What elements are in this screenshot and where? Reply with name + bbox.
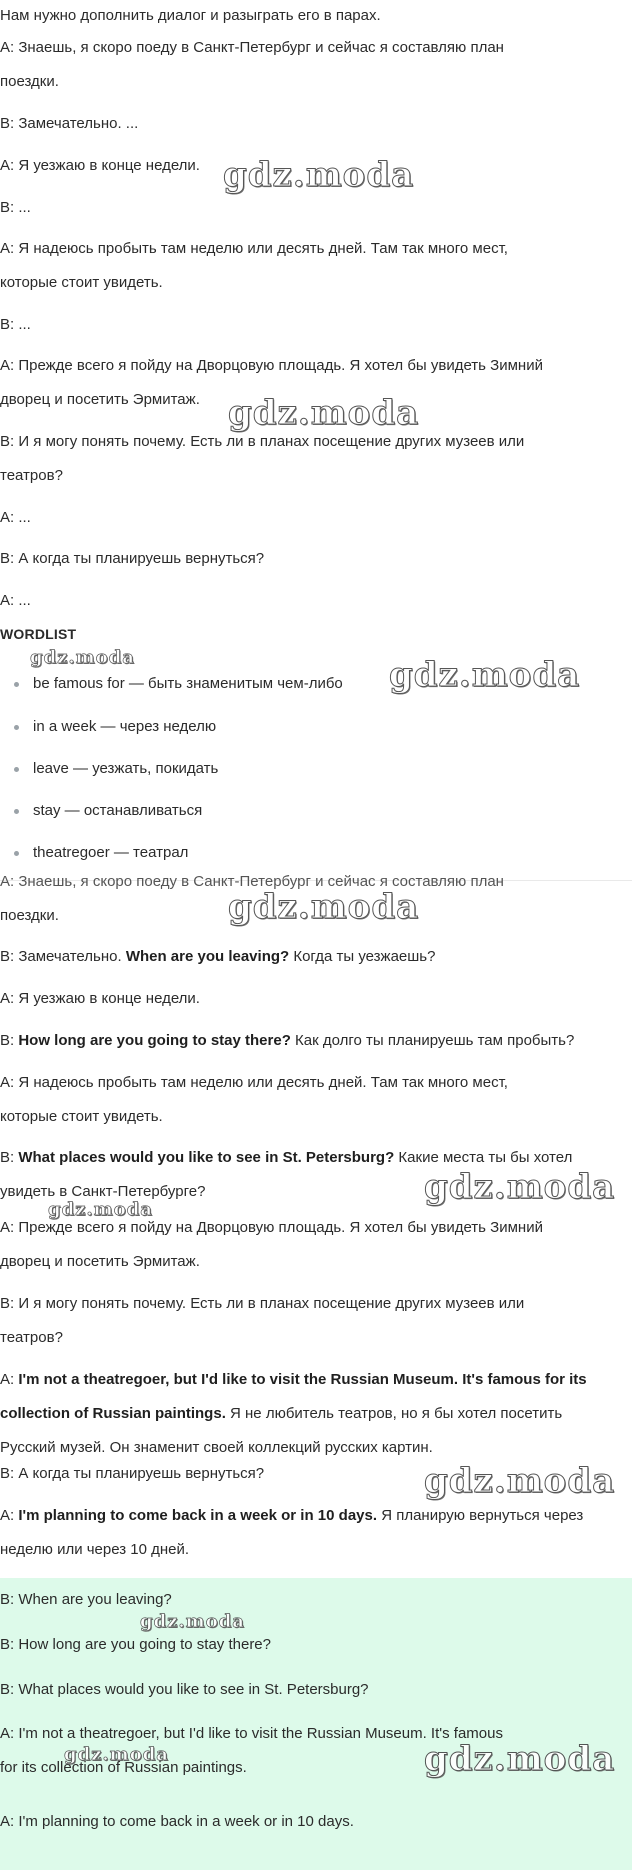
answer-translation: Как долго ты планируешь там пробыть? bbox=[290, 1032, 575, 1049]
watermark: gdz.moda bbox=[228, 887, 420, 927]
watermark: gdz.moda bbox=[228, 393, 420, 433]
wordlist-item: be famous for — быть знаменитым чем-либо bbox=[33, 675, 343, 692]
answer-english: collection of Russian paintings. bbox=[0, 1405, 226, 1422]
dialog-line: A: Прежде всего я пойду на Дворцовую площадь. Я хотел бы увидеть Зимний bbox=[0, 1219, 543, 1236]
dialog-line: A: Прежде всего я пойду на Дворцовую площадь. Я хотел бы увидеть Зимний bbox=[0, 357, 543, 374]
dialog-line bbox=[0, 947, 435, 967]
dialog-line: B: What places would you like to see in St. Petersburg? bbox=[0, 1681, 369, 1698]
dialog-line: театров? bbox=[0, 1329, 63, 1346]
dialog-line: B: Замечательно. ... bbox=[0, 115, 139, 132]
dialog-line: поездки. bbox=[0, 907, 59, 924]
dialog-line: которые стоит увидеть. bbox=[0, 274, 163, 291]
dialog-line: Русский музей. Он знаменит своей коллекций русских картин. bbox=[0, 1439, 433, 1456]
wordlist-item: leave — уезжать, покидать bbox=[33, 760, 219, 777]
dialog-line: B: И я могу понять почему. Есть ли в планах посещение других музеев или bbox=[0, 433, 525, 450]
dialog-line bbox=[0, 1506, 583, 1526]
dialog-line: A: ... bbox=[0, 592, 31, 609]
dialog-line: B: ... bbox=[0, 199, 31, 216]
dialog-line: поездки. bbox=[0, 73, 59, 90]
bullet-icon bbox=[14, 767, 19, 772]
dialog-line: B: А когда ты планируешь вернуться? bbox=[0, 550, 265, 567]
watermark: gdz.moda bbox=[223, 155, 415, 195]
speaker-text: A: bbox=[0, 1371, 19, 1388]
answer-translation: Какие места ты бы хотел bbox=[394, 1149, 573, 1166]
answer-english: When are you leaving? bbox=[125, 948, 290, 965]
answer-english: How long are you going to stay there? bbox=[18, 1032, 291, 1049]
dialog-line: A: Я уезжаю в конце недели. bbox=[0, 157, 200, 174]
dialog-line bbox=[0, 1148, 572, 1168]
watermark: gdz.moda bbox=[64, 1744, 169, 1765]
dialog-line: A: I'm planning to come back in a week or in 10 days. bbox=[0, 1813, 354, 1830]
dialog-line: которые стоит увидеть. bbox=[0, 1108, 163, 1125]
dialog-line: дворец и посетить Эрмитаж. bbox=[0, 1253, 200, 1270]
watermark: gdz.moda bbox=[48, 1199, 153, 1220]
speaker-text: B: Замечательно. bbox=[0, 948, 126, 965]
answer-block bbox=[0, 873, 632, 1579]
dialog-line: театров? bbox=[0, 467, 63, 484]
dialog-line: A: Я уезжаю в конце недели. bbox=[0, 990, 200, 1007]
dialog-line: A: Знаешь, я скоро поеду в Санкт-Петербург и сейчас я составляю план bbox=[0, 39, 504, 56]
bullet-icon bbox=[14, 851, 19, 856]
wordlist-title: WORDLIST bbox=[0, 626, 77, 642]
dialog-line: B: ... bbox=[0, 316, 31, 333]
dialog-line bbox=[0, 1031, 574, 1051]
dialog-line: неделю или через 10 дней. bbox=[0, 1541, 190, 1558]
task-block bbox=[0, 0, 632, 880]
bullet-icon bbox=[14, 725, 19, 730]
answer-translation: Когда ты уезжаешь? bbox=[289, 948, 436, 965]
dialog-line: увидеть в Санкт-Петербурге? bbox=[0, 1183, 206, 1200]
dialog-line: B: А когда ты планируешь вернуться? bbox=[0, 1465, 265, 1482]
answer-summary bbox=[0, 1578, 632, 1870]
bullet-icon bbox=[14, 809, 19, 814]
watermark: gdz.moda bbox=[424, 1739, 616, 1779]
dialog-line bbox=[0, 1404, 562, 1424]
dialog-line: дворец и посетить Эрмитаж. bbox=[0, 391, 200, 408]
cut-off-line: А: Знаешь, я скоро поеду в Санкт-Петербург и сейчас я составляю план bbox=[0, 873, 504, 890]
answer-translation: Я планирую вернуться через bbox=[377, 1507, 584, 1524]
speaker-text: A: bbox=[0, 1507, 19, 1524]
task-intro: Нам нужно дополнить диалог и разыграть его в парах. bbox=[0, 7, 381, 24]
watermark: gdz.moda bbox=[389, 655, 581, 695]
answer-english: I'm planning to come back in a week or in 10 days. bbox=[18, 1507, 378, 1524]
speaker-text: B: bbox=[0, 1149, 19, 1166]
dialog-line: A: ... bbox=[0, 509, 31, 526]
watermark: gdz.moda bbox=[30, 647, 135, 668]
watermark: gdz.moda bbox=[424, 1167, 616, 1207]
watermark: gdz.moda bbox=[424, 1461, 616, 1501]
dialog-line: B: И я могу понять почему. Есть ли в планах посещение других музеев или bbox=[0, 1295, 525, 1312]
watermark: gdz.moda bbox=[140, 1611, 245, 1632]
wordlist-item: in a week — через неделю bbox=[33, 718, 217, 735]
answer-english: What places would you like to see in St. Petersburg? bbox=[18, 1149, 395, 1166]
dialog-line: A: I'm not a theatregoer, but I'd like to visit the Russian Museum. It's famous bbox=[0, 1725, 503, 1742]
dialog-line bbox=[0, 1370, 587, 1390]
bullet-icon bbox=[14, 682, 19, 687]
dialog-line: for its collection of Russian paintings. bbox=[0, 1759, 247, 1776]
dialog-line: A: Я надеюсь пробыть там неделю или десять дней. Там так много мест, bbox=[0, 1074, 508, 1091]
speaker-text: B: bbox=[0, 1032, 19, 1049]
wordlist-item: stay — останавливаться bbox=[33, 802, 203, 819]
dialog-line: B: How long are you going to stay there? bbox=[0, 1636, 271, 1653]
dialog-line: A: Я надеюсь пробыть там неделю или десять дней. Там так много мест, bbox=[0, 240, 508, 257]
dialog-line: B: When are you leaving? bbox=[0, 1591, 172, 1608]
answer-english: I'm not a theatregoer, but I'd like to visit the Russian Museum. It's famous for its bbox=[18, 1371, 587, 1388]
wordlist-item: theatregoer — театрал bbox=[33, 844, 189, 861]
answer-translation: Я не любитель театров, но я бы хотел посетить bbox=[225, 1405, 563, 1422]
